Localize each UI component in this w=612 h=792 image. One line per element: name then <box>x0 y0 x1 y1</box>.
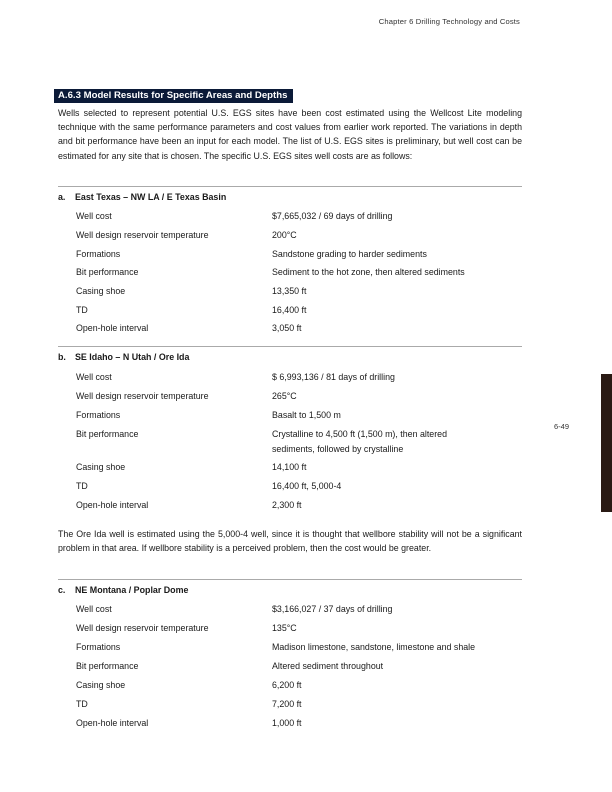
site-title-ore-ida <box>58 352 189 362</box>
divider-rule <box>58 186 522 187</box>
row-value: 3,050 ft <box>272 323 302 333</box>
row-value: $7,665,032 / 69 days of drilling <box>272 211 393 221</box>
row-value: 1,000 ft <box>272 718 302 728</box>
row-label: Formations <box>76 642 121 652</box>
row-label: Bit performance <box>76 661 139 671</box>
row-value: $ 6,993,136 / 81 days of drilling <box>272 372 395 382</box>
row-label: Open-hole interval <box>76 500 149 510</box>
site-name: NE Montana / Poplar Dome <box>75 585 189 595</box>
page-number: 6-49 <box>554 422 570 431</box>
row-value: 135°C <box>272 623 297 633</box>
row-label: TD <box>76 481 88 491</box>
intro-paragraph: Wells selected to represent potential U.S. EGS sites have been cost estimated using the Wellcost Lite modeling technique with the same performance parameters and cost values from earlier work reported. The variations in depth and bit performance have been an input for each model. The list of U.S. EGS sites is preliminary, but well cost can be estimated for any site that is chosen. The specific U.S. EGS sites well costs are as follows: <box>58 108 522 161</box>
row-value: 265°C <box>272 391 297 401</box>
row-label: TD <box>76 699 88 709</box>
row-label: Casing shoe <box>76 462 126 472</box>
row-value: 6,200 ft <box>272 680 302 690</box>
site-title-poplar-dome <box>58 585 188 595</box>
row-value: Sandstone grading to harder sediments <box>272 249 427 259</box>
row-label: Formations <box>76 249 121 259</box>
site-name: East Texas – NW LA / E Texas Basin <box>75 192 227 202</box>
row-value: 200°C <box>272 230 297 240</box>
site-letter: c. <box>58 585 66 595</box>
row-value: 2,300 ft <box>272 500 302 510</box>
row-label: Open-hole interval <box>76 323 149 333</box>
row-label: Formations <box>76 410 121 420</box>
site-letter: a. <box>58 192 66 202</box>
row-label: Well design reservoir temperature <box>76 230 209 240</box>
divider-rule <box>58 579 522 580</box>
site-name: SE Idaho – N Utah / Ore Ida <box>75 352 190 362</box>
row-value: 7,200 ft <box>272 699 302 709</box>
row-label: Open-hole interval <box>76 718 149 728</box>
row-label: Casing shoe <box>76 286 126 296</box>
chapter-tab-marker <box>601 374 612 512</box>
site-letter: b. <box>58 352 66 362</box>
row-label: Bit performance <box>76 429 139 439</box>
row-label: Well design reservoir temperature <box>76 391 209 401</box>
row-label: Well design reservoir temperature <box>76 623 209 633</box>
site-title-east-texas <box>58 192 226 202</box>
row-value: 14,100 ft <box>272 462 307 472</box>
row-label: Well cost <box>76 604 112 614</box>
row-value: 16,400 ft, 5,000-4 <box>272 481 342 491</box>
row-value: Sediment to the hot zone, then altered sediments <box>272 267 465 277</box>
divider-rule <box>58 346 522 347</box>
section-heading: A.6.3 Model Results for Specific Areas and Depths <box>54 89 293 103</box>
row-value: Basalt to 1,500 m <box>272 410 341 420</box>
row-value: Madison limestone, sandstone, limestone and shale <box>272 642 476 652</box>
row-label: Well cost <box>76 211 112 221</box>
row-value: $3,166,027 / 37 days of drilling <box>272 604 393 614</box>
row-value: Crystalline to 4,500 ft (1,500 m), then altered sediments, followed by crystalline <box>272 429 448 454</box>
row-label: TD <box>76 305 88 315</box>
running-header: Chapter 6 Drilling Technology and Costs <box>378 17 520 26</box>
row-value: Altered sediment throughout <box>272 661 384 671</box>
ore-ida-note: The Ore Ida well is estimated using the 5,000-4 well, since it is thought that wellbore stability will not be a significant problem in that area. If wellbore stability is a perceived problem, then the cost would be greater. <box>58 529 522 554</box>
row-label: Casing shoe <box>76 680 126 690</box>
row-label: Bit performance <box>76 267 139 277</box>
row-value: 13,350 ft <box>272 286 307 296</box>
row-value: 16,400 ft <box>272 305 307 315</box>
row-label: Well cost <box>76 372 112 382</box>
